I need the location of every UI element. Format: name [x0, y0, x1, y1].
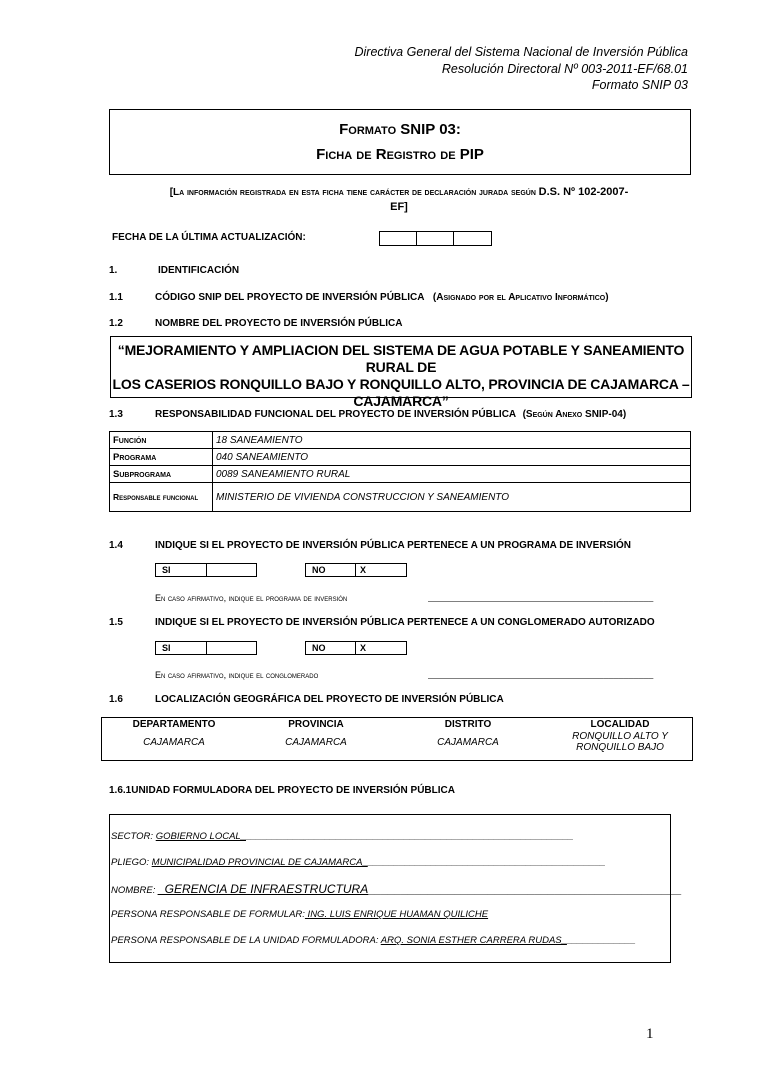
no-mark: X — [360, 565, 367, 575]
location-table — [103, 718, 691, 753]
no-mark: X — [360, 643, 367, 653]
location-cell: CAJAMARCA — [285, 736, 347, 748]
section-1-2-title: NOMBRE DEL PROYECTO DE INVERSIÓN PÚBLICA — [155, 318, 403, 329]
location-cell: CAJAMARCA — [143, 736, 205, 748]
persona-value[interactable]: ING. LUIS ENRIQUE HUAMAN QUILICHE — [304, 909, 489, 920]
pliego-label: PLIEGO: — [111, 857, 150, 868]
header-line-2: Resolución Directoral Nº 003-2011-EF/68.01 — [441, 62, 688, 76]
resp-key: Responsable funcional — [110, 483, 213, 512]
section-1-6-1-title: 1.6.1UNIDAD FORMULADORA DEL PROYECTO DE INVERSIÓN PÚBLICA — [109, 785, 455, 796]
section-1-5-title: INDIQUE SI EL PROYECTO DE INVERSIÓN PÚBLICA PERTENECE A UN CONGLOMERADO AUTORIZADO — [155, 617, 655, 628]
last-update-label: FECHA DE LA ÚLTIMA ACTUALIZACIÓN: — [112, 232, 306, 243]
section-1-num: 1. — [109, 265, 118, 276]
locality-line-1: RONQUILLO ALTO Y — [572, 731, 668, 742]
no-label: NO — [312, 565, 326, 575]
location-header: DISTRITO — [444, 719, 492, 730]
cluster-affirm-label: En caso afirmativo, indique el conglomerado — [155, 670, 319, 680]
header-line-1: Directiva General del Sistema Nacional de Inversión Pública — [354, 45, 688, 59]
project-name-line-3: CAJAMARCA” — [353, 393, 449, 409]
section-1-3-title: RESPONSABILIDAD FUNCIONAL DEL PROYECTO DE INVERSIÓN PÚBLICA — [155, 409, 516, 420]
table-row — [110, 466, 691, 483]
persona-row — [111, 909, 488, 920]
section-1-5-num: 1.5 — [109, 617, 123, 628]
sector-label: SECTOR: — [111, 831, 154, 842]
persona-label: PERSONA RESPONSABLE DE FORMULAR: — [111, 909, 305, 920]
project-name-box — [110, 336, 692, 409]
yes-label: SI — [162, 643, 171, 653]
section-1-3-num: 1.3 — [109, 409, 123, 420]
section-1-1 — [155, 292, 609, 303]
resp-key: Función — [110, 432, 213, 449]
date-day-cell[interactable] — [379, 231, 416, 246]
program-affirm-label: En caso afirmativo, indique el programa de inversión — [155, 593, 348, 603]
program-yes-box[interactable] — [155, 563, 257, 577]
cluster-no-box[interactable] — [305, 641, 407, 655]
resp-value: MINISTERIO DE VIVIENDA CONSTRUCCION Y SANEAMIENTO — [213, 483, 691, 512]
table-row — [110, 483, 691, 512]
location-header: DEPARTAMENTO — [132, 719, 216, 730]
pliego-row — [111, 857, 606, 868]
project-name-line-2: LOS CASERIOS RONQUILLO BAJO Y RONQUILLO ALTO, PROVINCIA DE CAJAMARCA – — [112, 376, 690, 392]
section-1-3 — [155, 409, 626, 420]
page-number: 1 — [646, 1026, 654, 1042]
unidad-value[interactable]: ARQ. SONIA ESTHER CARRERA RUDAS_ — [380, 935, 567, 946]
resp-key: Subprograma — [110, 466, 213, 483]
title-line-2: Ficha de Registro de PIP — [316, 146, 484, 163]
yes-label: SI — [162, 565, 171, 575]
date-month-cell[interactable] — [416, 231, 453, 246]
pliego-value[interactable]: MUNICIPALIDAD PROVINCIAL DE CAJAMARCA_ — [151, 857, 368, 868]
location-cell — [549, 731, 691, 753]
cluster-fill-line[interactable]: _____________________________________________ — [428, 669, 654, 679]
section-1-1-title: CÓDIGO SNIP DEL PROYECTO DE INVERSIÓN PÚBLICA — [155, 292, 425, 303]
location-cell: CAJAMARCA — [437, 736, 499, 748]
resp-value: 0089 SANEAMIENTO RURAL — [213, 466, 691, 483]
project-name-line-1: “MEJORAMIENTO Y AMPLIACION DEL SISTEMA DE AGUA POTABLE Y SANEAMIENTO RURAL DE — [117, 342, 685, 375]
table-row — [110, 432, 691, 449]
section-1-3-note: (Según Anexo SNIP-04) — [522, 409, 627, 420]
program-no-box[interactable] — [305, 563, 407, 577]
declaration — [109, 185, 689, 215]
declaration-ds: D.S. Nº 102-2007- — [538, 186, 629, 198]
section-1-1-note: (Asignado por el Aplicativo Informático) — [432, 292, 609, 303]
section-1-1-num: 1.1 — [109, 292, 123, 303]
sector-value[interactable]: GOBIERNO LOCAL_ — [155, 831, 246, 842]
section-1-title: IDENTIFICACIÓN — [158, 265, 240, 276]
table-row — [110, 449, 691, 466]
location-header: PROVINCIA — [288, 719, 344, 730]
sector-fill: ______________________________________________________________ — [245, 831, 574, 842]
title-line-1: Formato SNIP 03: — [339, 121, 461, 138]
nombre-label: NOMBRE: — [111, 885, 156, 896]
responsibility-table — [109, 431, 691, 512]
nombre-value[interactable]: _GERENCIA DE INFRAESTRUCTURA — [157, 882, 369, 896]
title-box — [109, 109, 691, 175]
declaration-end: EF] — [390, 201, 408, 213]
resp-value: 040 SANEAMIENTO — [213, 449, 691, 466]
unidad-fill: _____________ — [566, 935, 636, 946]
locality-line-2: RONQUILLO BAJO — [576, 742, 664, 753]
section-1-4-title: INDIQUE SI EL PROYECTO DE INVERSIÓN PÚBLICA PERTENECE A UN PROGRAMA DE INVERSIÓN — [155, 540, 631, 551]
project-name — [111, 337, 691, 410]
table-row — [103, 731, 691, 753]
location-header-row — [103, 718, 691, 731]
declaration-text: [La información registrada en esta ficha tiene carácter de declaración jurada según — [169, 187, 536, 198]
resp-value: 18 SANEAMIENTO — [213, 432, 691, 449]
section-1-4-num: 1.4 — [109, 540, 123, 551]
header-line-3: Formato SNIP 03 — [591, 78, 688, 92]
resp-key: Programa — [110, 449, 213, 466]
location-header: LOCALIDAD — [590, 719, 650, 730]
section-1-6-title: LOCALIZACIÓN GEOGRÁFICA DEL PROYECTO DE INVERSIÓN PÚBLICA — [155, 694, 504, 705]
unidad-label: PERSONA RESPONSABLE DE LA UNIDAD FORMULADORA: — [111, 935, 379, 946]
no-label: NO — [312, 643, 326, 653]
date-year-cell[interactable] — [453, 231, 492, 246]
section-1-6-num: 1.6 — [109, 694, 123, 705]
cluster-yes-box[interactable] — [155, 641, 257, 655]
pliego-fill: _____________________________________________ — [367, 857, 606, 868]
program-fill-line[interactable]: _____________________________________________ — [428, 592, 654, 602]
nombre-fill: _______________________________________________ — [368, 882, 682, 896]
nombre-row — [111, 882, 682, 896]
section-1-2-num: 1.2 — [109, 318, 123, 329]
sector-row — [111, 831, 574, 842]
unidad-row — [111, 935, 636, 946]
